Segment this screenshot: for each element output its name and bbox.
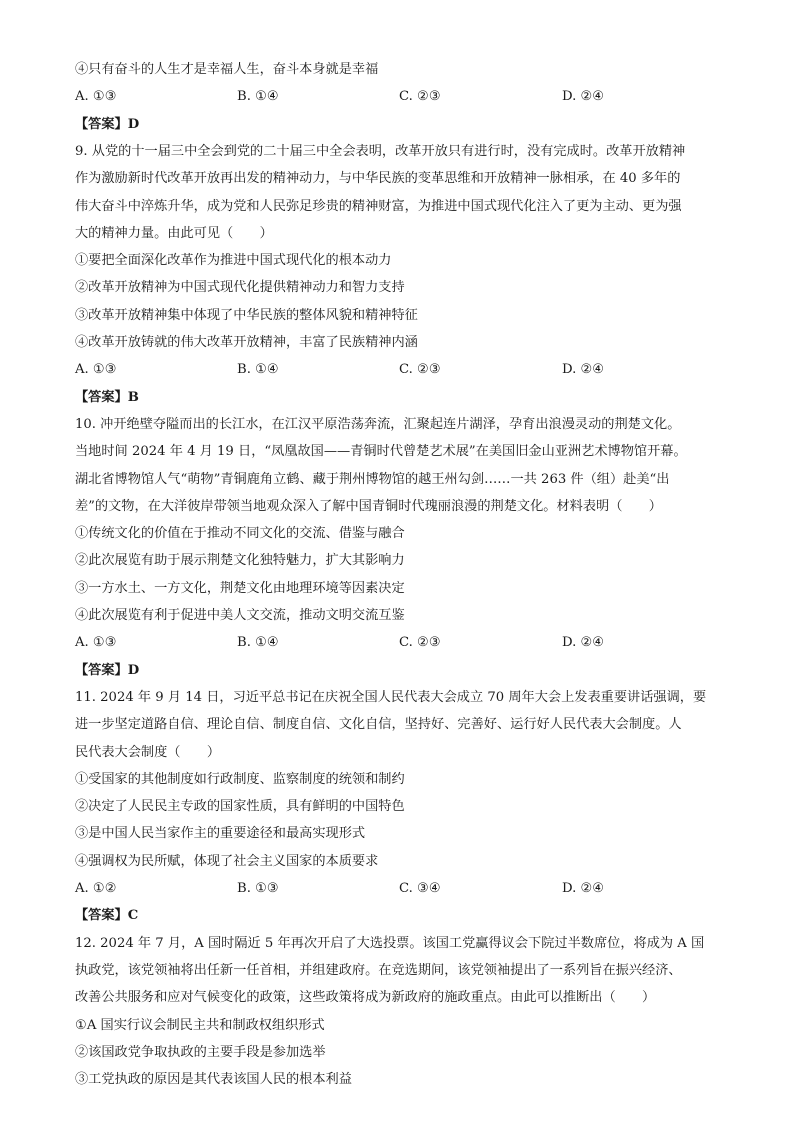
answer-option: B. ①④ [237,362,279,378]
question-stem-line: 执政党，该党领袖将出任新一任首相，并组建政府。在竞选期间，该党领袖提出了一系列旨在振兴经济、 [75,962,682,978]
statement-item: ④此次展览有利于促进中美人文交流，推动文明交流互鉴 [75,608,405,623]
statement-item: ①要把全面深化改革作为推进中国式现代化的根本动力 [75,253,392,269]
answer-option: C. ③④ [399,881,441,896]
statement-item: ②改革开放精神为中国式现代化提供精神动力和智力支持 [75,280,405,296]
statement-item: ①传统文化的价值在于推动不同文化的交流、借鉴与融合 [75,526,405,542]
statement-item: ②该国政党争取执政的主要手段是参加选举 [75,1044,326,1060]
question-stem-line: 9. 从党的十一届三中全会到党的二十届三中全会表明，改革开放只有进行时，没有完成时。改革开放精神 [75,143,686,159]
statement-item: ③一方水土、一方文化，荆楚文化由地理环境等因素决定 [75,580,405,596]
answer-option: D. ②④ [562,635,605,651]
answer-option: A. ①③ [75,635,117,651]
question-stem-line: 民代表大会制度（ ） [75,744,221,760]
question-stem-line: 湖北省博物馆人气“萌物”青铜鹿角立鹤、藏于荆州博物馆的越王州勾剑……一共 263 件（组）赴美“出 [75,471,670,487]
question-stem-line: 进一步坚定道路自信、理论自信、制度自信、文化自信，坚持好、完善好、运行好人民代表大会制度。人 [75,717,682,733]
answer-option: A. ①③ [75,89,117,105]
question-stem-line: 12. 2024 年 7 月，A 国时隔近 5 年再次开启了大选投票。该国工党赢得议会下院过半数席位，将成为 A 国 [75,935,705,951]
question-stem-line: 伟大奋斗中淬炼升华，成为党和人民弥足珍贵的精神财富，为推进中国式现代化注入了更为主动、更为强 [75,198,682,214]
answer-key: 【答案】B [75,389,139,405]
question-stem-line: 大的精神力量。由此可见（ ） [75,225,273,241]
answer-option: D. ②④ [562,362,605,378]
answer-key: 【答案】C [75,908,139,924]
statement-item: ③工党执政的原因是其代表该国人民的根本利益 [75,1072,352,1088]
answer-option: C. ②③ [399,635,441,651]
question-stem-line: 11. 2024 年 9 月 14 日，习近平总书记在庆祝全国人民代表大会成立 70 周年大会上发表重要讲话强调，要 [75,689,707,705]
statement-item: ②决定了人民民主专政的国家性质，具有鲜明的中国特色 [75,799,405,815]
answer-option: C. ②③ [399,89,441,105]
statement-item: ④只有奋斗的人生才是幸福人生，奋斗本身就是幸福 [75,62,379,77]
statement-item: ②此次展览有助于展示荆楚文化独特魅力，扩大其影响力 [75,553,405,569]
answer-option: B. ①④ [237,89,279,105]
answer-option: B. ①④ [237,635,279,651]
answer-option: D. ②④ [562,881,605,896]
answer-option: B. ①③ [237,881,279,896]
question-stem-line: 改善公共服务和应对气候变化的政策，这些政策将成为新政府的施政重点。由此可以推断出（ ） [75,990,656,1006]
answer-option: A. ①② [75,881,117,896]
answer-key: 【答案】D [75,662,140,678]
statement-item: ④改革开放铸就的伟大改革开放精神，丰富了民族精神内涵 [75,335,418,350]
statement-item: ③改革开放精神集中体现了中华民族的整体风貌和精神特征 [75,307,418,323]
question-stem-line: 差”的文物，在大洋彼岸带领当地观众深入了解中国青铜时代瑰丽浪漫的荆楚文化。材料表明（ ） [75,498,662,514]
answer-key: 【答案】D [75,116,140,132]
statement-item: ①受国家的其他制度如行政制度、监察制度的统领和制约 [75,771,405,787]
answer-option: A. ①③ [75,362,117,378]
statement-item: ③是中国人民当家作主的重要途径和最高实现形式 [75,826,366,842]
statement-item: ①A 国实行议会制民主共和制政权组织形式 [75,1017,325,1033]
answer-option: D. ②④ [562,89,605,105]
statement-item: ④强调权为民所赋，体现了社会主义国家的本质要求 [75,853,379,869]
question-stem-line: 当地时间 2024 年 4 月 19 日，“凤凰故国——青铜时代曾楚艺术展”在美国旧金山亚洲艺术博物馆开幕。 [75,444,687,460]
question-stem-line: 作为激励新时代改革开放再出发的精神动力，与中华民族的变革思维和开放精神一脉相承，在 40 多年的 [75,171,681,187]
answer-option: C. ②③ [399,362,441,378]
question-stem-line: 10. 冲开绝壁夺隘而出的长江水，在江汉平原浩荡奔流，汇聚起连片湖泽，孕育出浪漫灵动的荆楚文化。 [75,416,681,432]
